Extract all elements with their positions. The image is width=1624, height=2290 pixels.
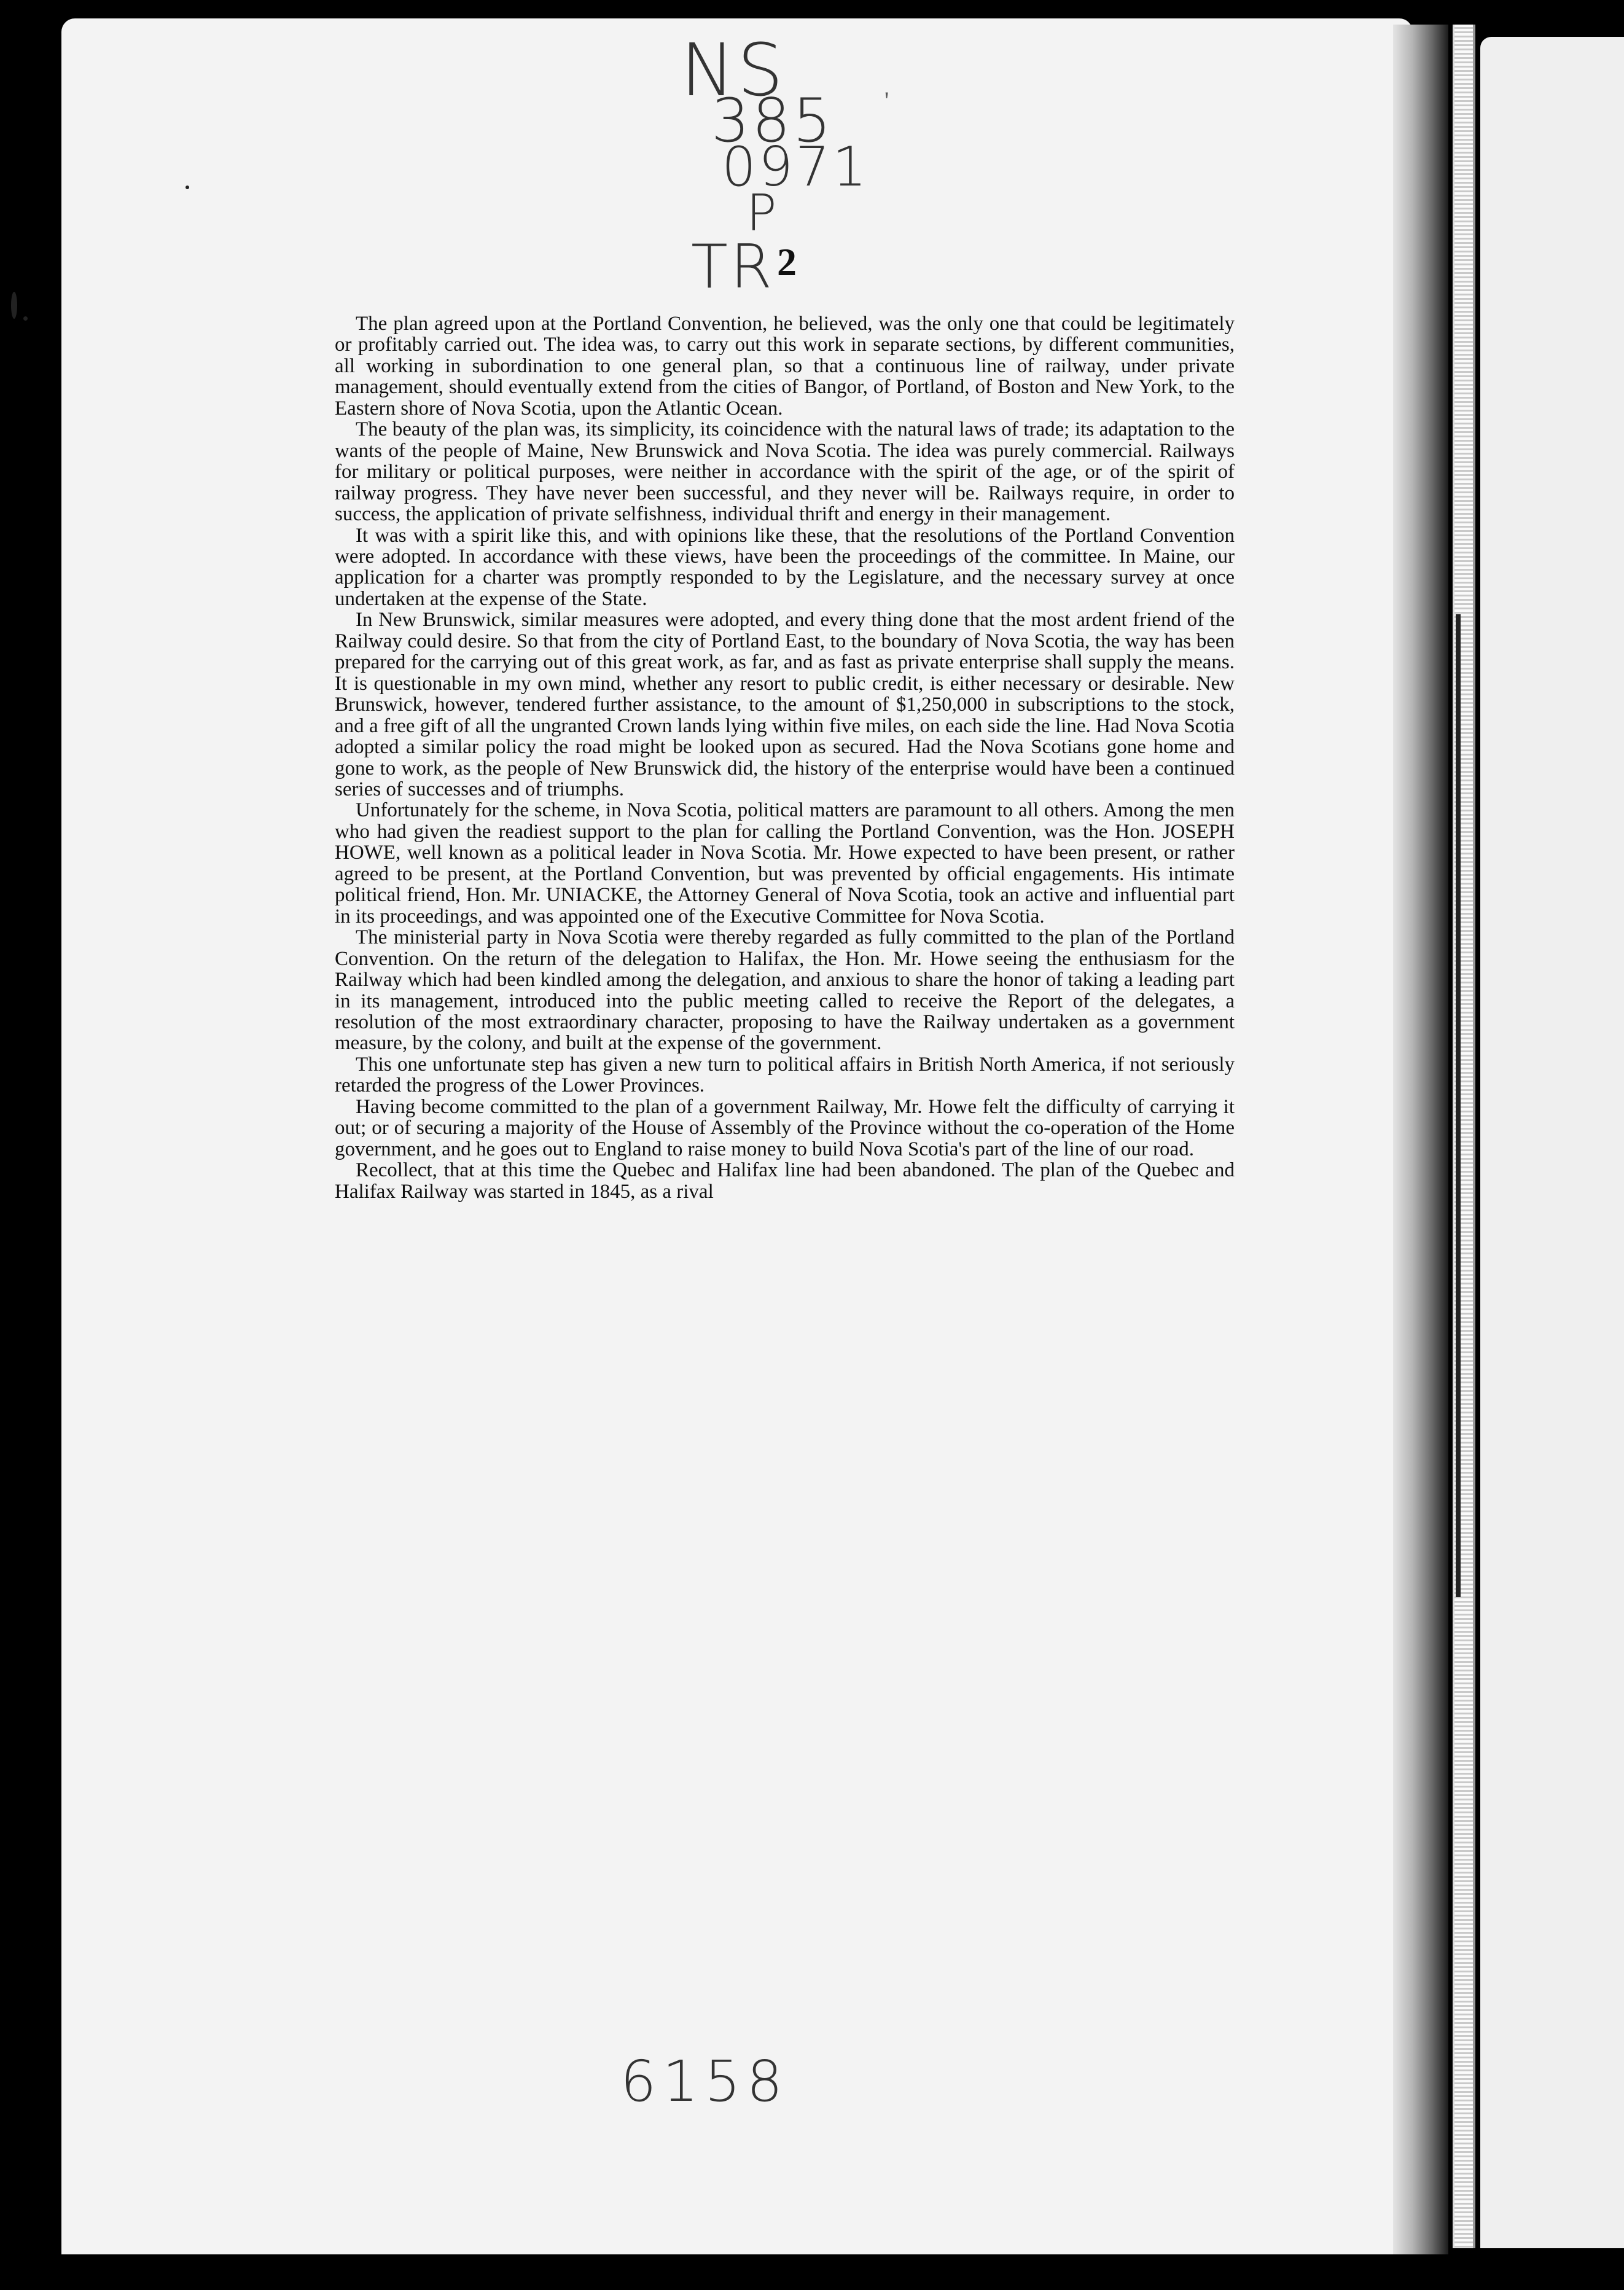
paragraph: The plan agreed upon at the Portland Convention, he believed, was the only one that could be legitimately or profitably carried out. The idea was, to carry out this work in separate sections, by different communities, all working in subordination to one general plan, so that a continuous line of railway, under private management, should eventually extend from the cities of Bangor, of Portland, of Boston and New York, to the Eastern shore of Nova Scotia, upon the Atlantic Ocean. <box>335 313 1235 420</box>
handwritten-note-number: 385 <box>711 86 834 156</box>
handwritten-catalog-number: 6158 <box>620 2049 789 2114</box>
paragraph: Unfortunately for the scheme, in Nova Scotia, political matters are paramount to all others. Among the men who had given the readiest support to the plan for calling the Portland Convention, was the Hon. JOSEPH HOWE, well known as a political leader in Nova Scotia. Mr. Howe expected to have been present, or rather agreed to be present, at the Portland Convention, but was prevented by official engagements. His intimate political friend, Hon. Mr. UNIACKE, the Attorney General of Nova Scotia, took an active and influential part in its proceedings, and was appointed one of the Executive Committee for Nova Scotia. <box>335 799 1235 928</box>
paragraph: In New Brunswick, similar measures were adopted, and every thing done that the most ardent friend of the Railway could desire. So that from the city of Portland East, to the boundary of Nova Scotia, the way has been prepared for the carrying out of this great work, as far, and as fast as private enterprise shall supply the means. It is questionable in my own mind, whether any resort to public credit, is either necessary or desirable. New Brunswick, however, tendered further assistance, to the amount of $1,250,000 in subscriptions to the stock, and a free gift of all the ungranted Crown lands lying within five miles, on each side the line. Had Nova Scotia adopted a similar policy the road might be looked upon as secured. Had the Nova Scotians gone home and gone to work, as the people of New Brunswick did, the history of the enterprise would have been a continued series of successes and of triumphs. <box>335 609 1235 800</box>
gutter-line <box>1456 614 1461 1597</box>
paragraph: The beauty of the plan was, its simplicity, its coincidence with the natural laws of trade; its adaptation to the wants of the people of Maine, New Brunswick and Nova Scotia. The idea was purely commercial. Railways for military or political purposes, were neither in accordance with the spirit of the age, or of the spirit of railway progress. They have never been successful, and they never will be. Railways require, in order to success, the application of private selfishness, individual thrift and energy in their management. <box>335 418 1235 526</box>
scan-speck <box>23 316 28 321</box>
body-text <box>335 313 1235 1202</box>
page-edge-shadow <box>1393 25 1448 2254</box>
paragraph: Having become committed to the plan of a government Railway, Mr. Howe felt the difficulty of carrying it out; or of securing a majority of the House of Assembly of the Province without the co-operation of the Home government, and he goes out to England to raise money to build Nova Scotia's part of the line of our road. <box>335 1095 1235 1160</box>
paragraph: This one unfortunate step has given a new turn to political affairs in British North America, if not seriously retarded the progress of the Lower Provinces. <box>335 1053 1235 1097</box>
scan-speck <box>11 292 17 319</box>
page-number: 2 <box>777 240 797 284</box>
handwritten-note-tr: TR <box>691 232 775 302</box>
handwritten-tick: ' <box>884 87 889 114</box>
adjacent-page-edge <box>1480 37 1624 2248</box>
paragraph: Recollect, that at this time the Quebec and Halifax line had been abandoned. The plan of the Quebec and Halifax Railway was started in 1845, as a rival <box>335 1159 1235 1203</box>
handwritten-note-ns: NS <box>681 28 786 112</box>
paragraph: The ministerial party in Nova Scotia were thereby regarded as fully committed to the plan of the Portland Convention. On the return of the delegation to Halifax, the Hon. Mr. Howe seeing the enthusiasm for the Railway which had been kindled among the delegation, and anxious to share the honor of taking a leading part in its management, introduced into the public meeting called to receive the Report of the delegates, a resolution of the most extraordinary character, proposing to have the Railway undertaken as a government measure, by the colony, and built at the expense of the government. <box>335 926 1235 1055</box>
scan-speck <box>185 186 189 189</box>
paragraph: It was with a spirit like this, and with opinions like these, that the resolutions of the Portland Convention were adopted. In accordance with these views, have been the proceedings of the committee. In Maine, our application for a charter was promptly responded to by the Legislature, and the necessary survey at once undertaken at the expense of the State. <box>335 524 1235 610</box>
handwritten-note-code: 0971 <box>722 135 869 198</box>
handwritten-note-letter: P <box>746 184 779 243</box>
